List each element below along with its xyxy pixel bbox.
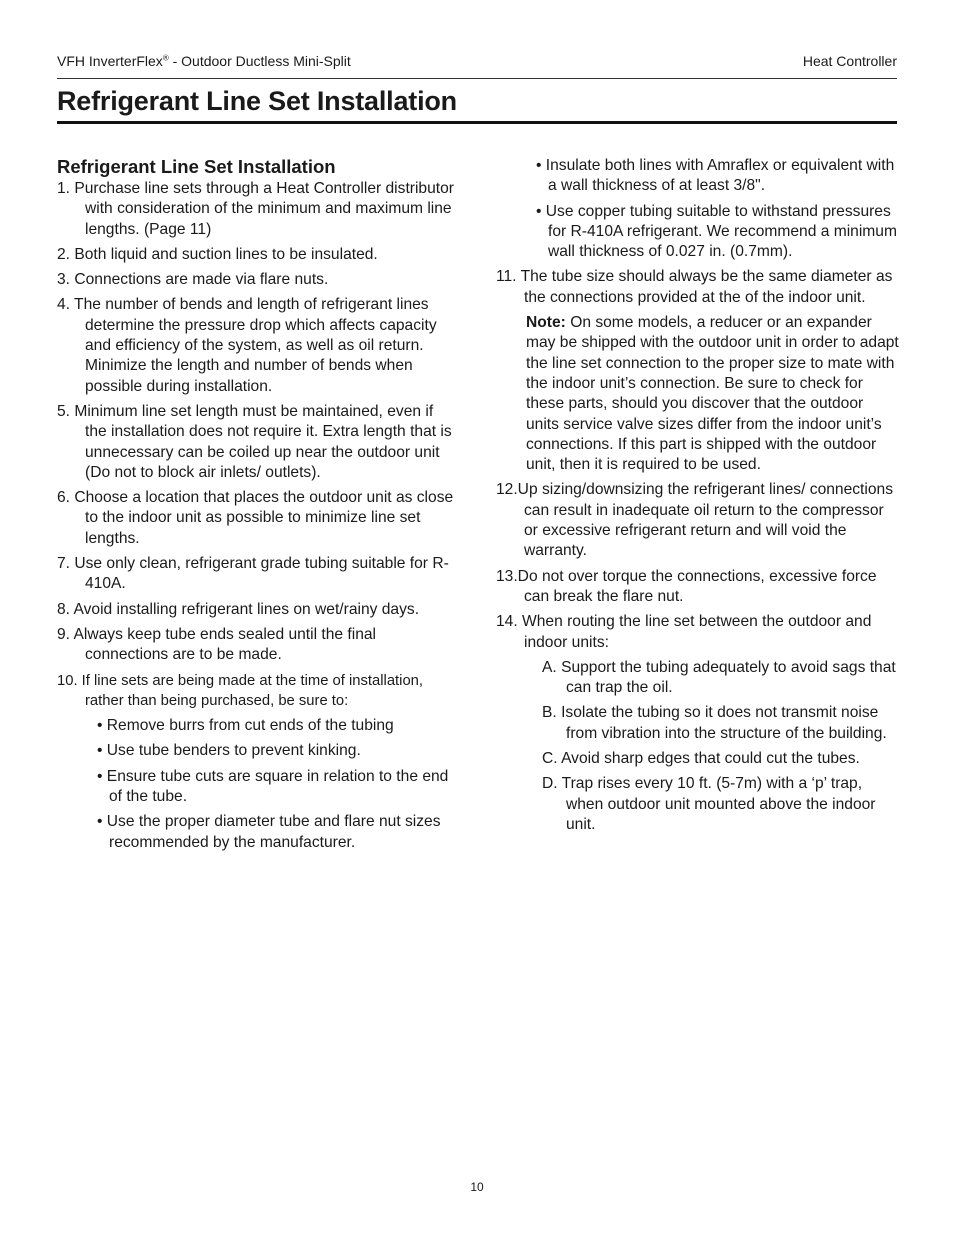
left-column (57, 156, 457, 858)
bullet-item: • Ensure tube cuts are square in relation to the end of the tube. (97, 767, 449, 806)
list-item (57, 554, 457, 595)
list-item (57, 295, 457, 396)
page-header (57, 52, 897, 79)
list-item (57, 402, 457, 483)
product-prefix: VFH InverterFlex (57, 53, 163, 69)
list-item-text: 9. Always keep tube ends sealed until the final connections are to be made. (57, 625, 377, 664)
list-item-text: 13.Do not over torque the connections, excessive force can break the flare nut. (496, 567, 877, 605)
registered-mark: ® (162, 53, 169, 63)
sub-item: A. Support the tubing adequately to avoid sags that can trap the oil. (542, 658, 896, 697)
bullet-item: • Use the proper diameter tube and flare nut sizes recommended by the manufacturer. (97, 813, 441, 851)
list-item (496, 480, 900, 561)
list-item-text: 5. Minimum line set length must be maintained, even if the installation does not require it. Extra length that is unnecessary can be coiled up near the outdoor unit (Do not to block air inlets/ outlets). (57, 402, 452, 481)
note-label: Note: (526, 314, 566, 332)
sub-item: C. Avoid sharp edges that could cut the tubes. (542, 750, 860, 768)
product-name (57, 53, 351, 69)
list-item (57, 671, 457, 712)
bullet-item: • Use tube benders to prevent kinking. (97, 742, 361, 760)
note-paragraph (496, 313, 900, 475)
list-item-text: 10. If line sets are being made at the time of installation, rather than being purchased, be sure to: (57, 672, 424, 709)
bullet-item: • Remove burrs from cut ends of the tubing (97, 717, 394, 735)
list-item-text: 12.Up sizing/downsizing the refrigerant lines/ connections can result in inadequate oil return to the compressor or excessive refrigerant return and will void the warranty. (496, 481, 893, 560)
list-item (57, 488, 457, 549)
list-item (496, 267, 900, 308)
list-item-text: 4. The number of bends and length of refrigerant lines determine the pressure drop which affects capacity and efficiency of the system, as well as oil return. Minimize the length and number of bends when possible during installation. (57, 296, 437, 395)
list-item-text: 8. Avoid installing refrigerant lines on wet/rainy days. (57, 600, 420, 618)
right-column (496, 156, 900, 840)
list-item (57, 245, 457, 265)
product-suffix: - Outdoor Ductless Mini-Split (168, 53, 351, 69)
bullet-item: • Insulate both lines with Amraflex or equivalent with a wall thickness of at least 3/8". (536, 157, 895, 195)
section-title: Refrigerant Line Set Installation (57, 156, 336, 177)
bullet-item: • Use copper tubing suitable to withstand pressures for R-410A refrigerant. We recommend a minimum wall thickness of 0.027 in. (0.7mm). (536, 202, 897, 261)
list-item-text: 6. Choose a location that places the outdoor unit as close to the indoor unit as possible to minimize line set lengths. (57, 489, 454, 547)
list-item-text: 14. When routing the line set between the outdoor and indoor units: (496, 613, 872, 651)
list-item (57, 600, 457, 620)
sub-item: B. Isolate the tubing so it does not transmit noise from vibration into the structure of the building. (542, 704, 887, 742)
sub-item: D. Trap rises every 10 ft. (5-7m) with a ‘p’ trap, when outdoor unit mounted above the indoor unit. (542, 775, 876, 833)
list-item-text: 3. Connections are made via flare nuts. (57, 271, 329, 289)
list-item (496, 612, 900, 653)
note-text: On some models, a reducer or an expander may be shipped with the outdoor unit in order to adapt the line set connection to the proper size to mate with the indoor unit’s connection. Be sure to check for these parts, should you discover that the outdoor units service valve sizes differ from the indoor unit’s connections. If this part is shipped with the outdoor unit, then it is required to be used. (526, 314, 899, 474)
list-item (57, 179, 457, 240)
brand-name: Heat Controller (802, 53, 897, 69)
page-number: 10 (470, 1180, 484, 1194)
list-item (57, 270, 457, 290)
list-item-text: 1. Purchase line sets through a Heat Controller distributor with consideration of the minimum and maximum line lengths. (Page 11) (57, 180, 454, 238)
list-item (57, 625, 457, 666)
list-item-text: 2. Both liquid and suction lines to be insulated. (57, 245, 378, 263)
list-item-text: 7. Use only clean, refrigerant grade tubing suitable for R-410A. (57, 555, 449, 593)
page-title: Refrigerant Line Set Installation (57, 86, 897, 124)
list-item-text: 11. The tube size should always be the same diameter as the connections provided at the of the indoor unit. (496, 268, 893, 306)
list-item (496, 567, 900, 608)
